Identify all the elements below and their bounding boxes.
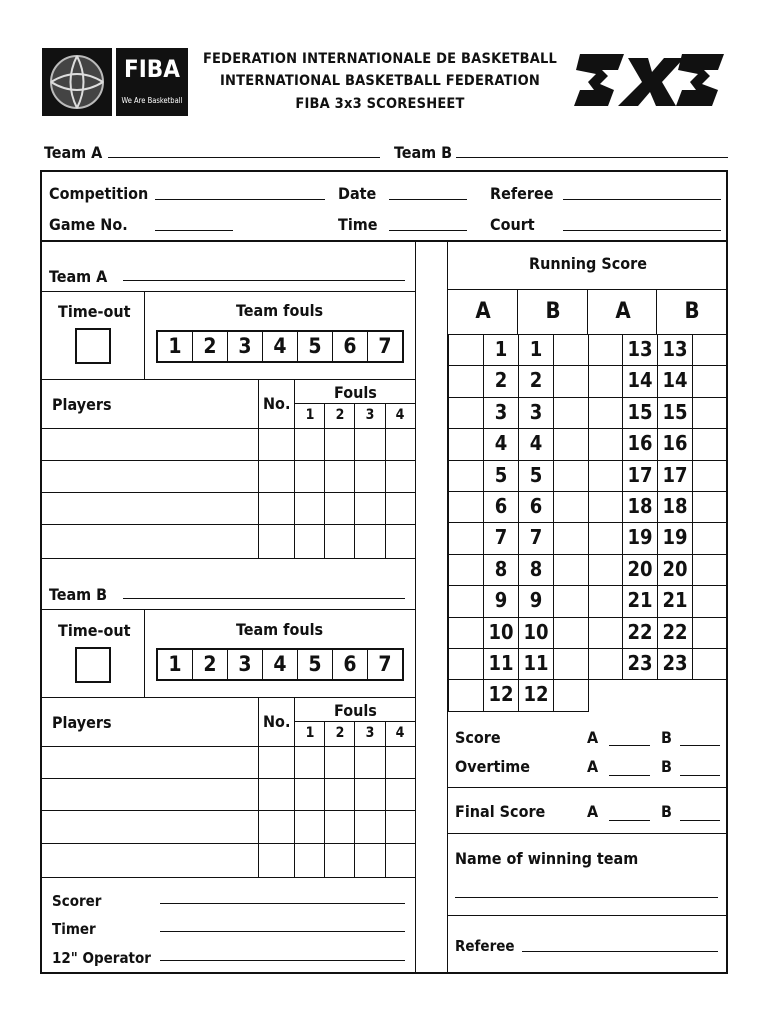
- running-score-title: Running Score: [529, 254, 647, 273]
- final-score-a-label: A: [587, 802, 599, 821]
- game-info-box: [40, 170, 728, 242]
- rs-mark-a-right[interactable]: [588, 648, 623, 680]
- team-a-foul-col-3: 3: [365, 407, 375, 423]
- rs-mark-a-right[interactable]: [588, 397, 623, 429]
- rs-mark-b-right[interactable]: [692, 554, 728, 586]
- rs-mark-a-right[interactable]: [588, 334, 623, 366]
- rs-mark-b-left[interactable]: [553, 648, 589, 680]
- rs-mark-b-left[interactable]: [553, 334, 589, 366]
- rs-number-b-right: 14: [657, 365, 693, 397]
- rs-mark-a-left[interactable]: [448, 679, 484, 711]
- rs-col-b-right: B: [684, 299, 700, 324]
- rs-mark-b-left[interactable]: [553, 460, 589, 492]
- team-b-team-foul-7[interactable]: 7: [378, 652, 392, 676]
- rs-number-a-left: 7: [483, 522, 519, 554]
- score-b-label: B: [661, 728, 672, 747]
- team-b-foul-col-1: 1: [305, 725, 315, 741]
- rs-number-a-right: 16: [622, 428, 658, 460]
- rs-mark-a-left[interactable]: [448, 397, 484, 429]
- rs-mark-a-left[interactable]: [448, 428, 484, 460]
- rs-number-a-left: 3: [483, 397, 519, 429]
- team-a-team-foul-7[interactable]: 7: [378, 334, 392, 358]
- rs-mark-b-right[interactable]: [692, 617, 728, 649]
- rs-number-b-left: 3: [518, 397, 554, 429]
- basketball-globe-icon: [42, 48, 112, 116]
- scorer-field[interactable]: [160, 903, 405, 904]
- operator-label: 12" Operator: [52, 949, 151, 967]
- team-b-team-foul-5[interactable]: 5: [298, 650, 333, 679]
- score-a-label: A: [587, 728, 599, 747]
- game-no-field[interactable]: [155, 230, 233, 231]
- rs-number-a-right: 15: [622, 397, 658, 429]
- rs-number-a-left: 6: [483, 491, 519, 523]
- rs-mark-b-left[interactable]: [553, 679, 589, 711]
- rs-number-b-left: 1: [518, 334, 554, 366]
- competition-label: Competition: [49, 184, 149, 203]
- rs-number-b-right: 13: [657, 334, 693, 366]
- fiba-logo-text: FIBA: [124, 55, 180, 83]
- final-score-a-field[interactable]: [609, 820, 650, 821]
- team-a-player-row-4[interactable]: [40, 558, 416, 559]
- rs-mark-b-right[interactable]: [692, 648, 728, 680]
- rs-number-b-left: 2: [518, 365, 554, 397]
- rs-mark-b-right[interactable]: [692, 428, 728, 460]
- team-a-section-name-field[interactable]: [123, 280, 405, 281]
- rs-number-a-left: 4: [483, 428, 519, 460]
- team-b-section-name-field[interactable]: [123, 598, 405, 599]
- team-b-timeout-checkbox[interactable]: [75, 647, 111, 683]
- team-b-fouls-label: Fouls: [334, 701, 377, 720]
- rs-mark-a-right[interactable]: [588, 428, 623, 460]
- team-a-team-foul-3[interactable]: 3: [228, 332, 263, 361]
- team-b-players-label: Players: [52, 713, 112, 732]
- rs-number-a-right: 13: [622, 334, 658, 366]
- winning-team-field[interactable]: [455, 897, 718, 898]
- referee-field[interactable]: [563, 199, 721, 200]
- rs-number-b-left: 8: [518, 554, 554, 586]
- overtime-label: Overtime: [455, 757, 531, 776]
- rs-number-b-right: 18: [657, 491, 693, 523]
- final-referee-label: Referee: [455, 937, 515, 955]
- team-a-player-row-1[interactable]: [40, 460, 416, 461]
- score-a-field[interactable]: [609, 745, 650, 746]
- rs-col-a-right: A: [615, 299, 631, 324]
- overtime-a-field[interactable]: [609, 775, 650, 776]
- team-a-team-fouls-row[interactable]: [156, 330, 404, 363]
- team-a-team-foul-6[interactable]: 6: [333, 332, 368, 361]
- rs-mark-a-right[interactable]: [588, 491, 623, 523]
- date-field[interactable]: [389, 199, 467, 200]
- team-b-foul-col-2: 2: [335, 725, 345, 741]
- team-b-player-row-3[interactable]: [40, 843, 416, 844]
- team-a-foul-col-4: 4: [395, 407, 405, 423]
- rs-mark-b-left[interactable]: [553, 491, 589, 523]
- header-line-2: INTERNATIONAL BASKETBALL FEDERATION: [219, 73, 541, 89]
- overtime-b-field[interactable]: [680, 775, 720, 776]
- team-a-foul-col-2: 2: [335, 407, 345, 423]
- team-b-timeout-label: Time-out: [58, 621, 131, 640]
- rs-number-b-right: 20: [657, 554, 693, 586]
- 3x3-brand-logo: [572, 46, 726, 114]
- rs-number-a-left: 5: [483, 460, 519, 492]
- overtime-a-label: A: [587, 757, 599, 776]
- fiba-logo: [42, 48, 188, 116]
- team-a-players-label: Players: [52, 395, 112, 414]
- team-b-player-row-4[interactable]: [40, 877, 416, 878]
- scorer-label: Scorer: [52, 892, 102, 910]
- team-a-label: Team A: [44, 143, 103, 162]
- rs-number-b-left: 9: [518, 585, 554, 617]
- team-b-section-title: Team B: [49, 585, 108, 604]
- fiba-tagline: We Are Basketball: [121, 96, 183, 105]
- rs-mark-a-left[interactable]: [448, 585, 484, 617]
- final-score-b-field[interactable]: [680, 820, 720, 821]
- rs-mark-b-left[interactable]: [553, 617, 589, 649]
- rs-mark-b-left[interactable]: [553, 365, 589, 397]
- rs-mark-b-right[interactable]: [692, 522, 728, 554]
- rs-mark-a-left[interactable]: [448, 334, 484, 366]
- header-line-1: FEDERATION INTERNATIONALE DE BASKETBALL: [202, 51, 558, 67]
- rs-number-b-right: 21: [657, 585, 693, 617]
- rs-col-a-left: A: [475, 299, 491, 324]
- team-a-team-foul-2[interactable]: 2: [193, 332, 228, 361]
- team-a-name-field[interactable]: [108, 157, 380, 158]
- team-b-label: Team B: [394, 143, 453, 162]
- rs-number-b-right: 23: [657, 648, 693, 680]
- rs-number-a-left: 8: [483, 554, 519, 586]
- rs-number-a-left: 12: [483, 679, 519, 711]
- rs-number-b-left: 11: [518, 648, 554, 680]
- rs-mark-a-left[interactable]: [448, 648, 484, 680]
- rs-number-a-left: 10: [483, 617, 519, 649]
- final-score-b-label: B: [661, 802, 672, 821]
- court-label: Court: [490, 215, 535, 234]
- team-a-foul-col-1: 1: [305, 407, 315, 423]
- rs-mark-a-right[interactable]: [588, 522, 623, 554]
- team-a-fouls-label: Fouls: [334, 383, 377, 402]
- team-a-team-fouls-label: Team fouls: [236, 301, 324, 320]
- rs-mark-a-right[interactable]: [588, 554, 623, 586]
- team-b-foul-col-3: 3: [365, 725, 375, 741]
- team-b-foul-col-4: 4: [395, 725, 405, 741]
- rs-number-a-right: 19: [622, 522, 658, 554]
- team-a-team-foul-4[interactable]: 4: [263, 332, 298, 361]
- timer-label: Timer: [52, 920, 96, 938]
- team-b-team-fouls-label: Team fouls: [236, 620, 324, 639]
- rs-mark-b-right[interactable]: [692, 585, 728, 617]
- rs-number-b-right: 17: [657, 460, 693, 492]
- team-b-no-label: No.: [263, 712, 291, 731]
- team-b-team-foul-6[interactable]: 6: [333, 650, 368, 679]
- date-label: Date: [338, 184, 377, 203]
- rs-mark-b-left[interactable]: [553, 522, 589, 554]
- rs-number-b-left: 5: [518, 460, 554, 492]
- time-label: Time: [338, 215, 378, 234]
- rs-number-a-right: 22: [622, 617, 658, 649]
- header-line-3: FIBA 3x3 SCORESHEET: [295, 96, 465, 112]
- operator-field[interactable]: [160, 960, 405, 961]
- rs-number-b-right: 22: [657, 617, 693, 649]
- team-a-player-row-2[interactable]: [40, 492, 416, 493]
- rs-number-a-left: 2: [483, 365, 519, 397]
- rs-mark-b-right[interactable]: [692, 334, 728, 366]
- referee-label: Referee: [490, 184, 554, 203]
- rs-mark-b-right[interactable]: [692, 365, 728, 397]
- rs-mark-b-left[interactable]: [553, 397, 589, 429]
- team-a-timeout-checkbox[interactable]: [75, 328, 111, 364]
- rs-number-a-left: 9: [483, 585, 519, 617]
- final-referee-field[interactable]: [522, 951, 718, 952]
- rs-number-b-left: 7: [518, 522, 554, 554]
- rs-number-a-left: 1: [483, 334, 519, 366]
- rs-number-b-left: 10: [518, 617, 554, 649]
- rs-mark-a-right[interactable]: [588, 460, 623, 492]
- rs-mark-a-left[interactable]: [448, 491, 484, 523]
- rs-number-a-right: 21: [622, 585, 658, 617]
- rs-mark-b-right[interactable]: [692, 460, 728, 492]
- time-field[interactable]: [389, 230, 467, 231]
- game-no-label: Game No.: [49, 215, 128, 234]
- team-b-name-field[interactable]: [456, 157, 728, 158]
- rs-number-a-left: 11: [483, 648, 519, 680]
- rs-mark-a-right[interactable]: [588, 365, 623, 397]
- overtime-b-label: B: [661, 757, 672, 776]
- rs-mark-a-left[interactable]: [448, 365, 484, 397]
- rs-col-b-left: B: [545, 299, 561, 324]
- rs-mark-a-left[interactable]: [448, 522, 484, 554]
- score-label: Score: [455, 728, 501, 747]
- winning-team-label: Name of winning team: [455, 849, 639, 868]
- rs-mark-a-right[interactable]: [588, 585, 623, 617]
- team-a-no-label: No.: [263, 394, 291, 413]
- rs-number-a-right: 14: [622, 365, 658, 397]
- team-a-player-row-3[interactable]: [40, 524, 416, 525]
- rs-mark-b-left[interactable]: [553, 585, 589, 617]
- rs-number-a-right: 17: [622, 460, 658, 492]
- rs-number-b-right: 15: [657, 397, 693, 429]
- rs-mark-a-left[interactable]: [448, 617, 484, 649]
- team-b-team-foul-2[interactable]: 2: [193, 650, 228, 679]
- team-a-section-title: Team A: [49, 267, 108, 286]
- team-b-team-foul-4[interactable]: 4: [263, 650, 298, 679]
- team-b-player-row-2[interactable]: [40, 810, 416, 811]
- rs-mark-a-right[interactable]: [588, 617, 623, 649]
- team-a-team-foul-5[interactable]: 5: [298, 332, 333, 361]
- timer-field[interactable]: [160, 931, 405, 932]
- team-b-team-fouls-row[interactable]: [156, 648, 404, 681]
- competition-field[interactable]: [155, 199, 325, 200]
- rs-mark-b-left[interactable]: [553, 428, 589, 460]
- rs-mark-b-right[interactable]: [692, 491, 728, 523]
- rs-number-a-right: 18: [622, 491, 658, 523]
- score-b-field[interactable]: [680, 745, 720, 746]
- rs-number-b-right: 19: [657, 522, 693, 554]
- rs-number-b-left: 12: [518, 679, 554, 711]
- team-a-team-foul-1[interactable]: 1: [158, 332, 193, 361]
- final-score-label: Final Score: [455, 802, 546, 821]
- rs-mark-b-right[interactable]: [692, 397, 728, 429]
- rs-number-b-left: 6: [518, 491, 554, 523]
- rs-mark-b-left[interactable]: [553, 554, 589, 586]
- team-b-team-foul-1[interactable]: 1: [158, 650, 193, 679]
- rs-number-b-left: 4: [518, 428, 554, 460]
- team-b-team-foul-3[interactable]: 3: [228, 650, 263, 679]
- team-a-timeout-label: Time-out: [58, 302, 131, 321]
- rs-number-a-right: 20: [622, 554, 658, 586]
- rs-mark-a-left[interactable]: [448, 554, 484, 586]
- rs-number-b-right: 16: [657, 428, 693, 460]
- rs-mark-a-left[interactable]: [448, 460, 484, 492]
- team-b-player-row-1[interactable]: [40, 778, 416, 779]
- court-field[interactable]: [563, 230, 721, 231]
- rs-number-a-right: 23: [622, 648, 658, 680]
